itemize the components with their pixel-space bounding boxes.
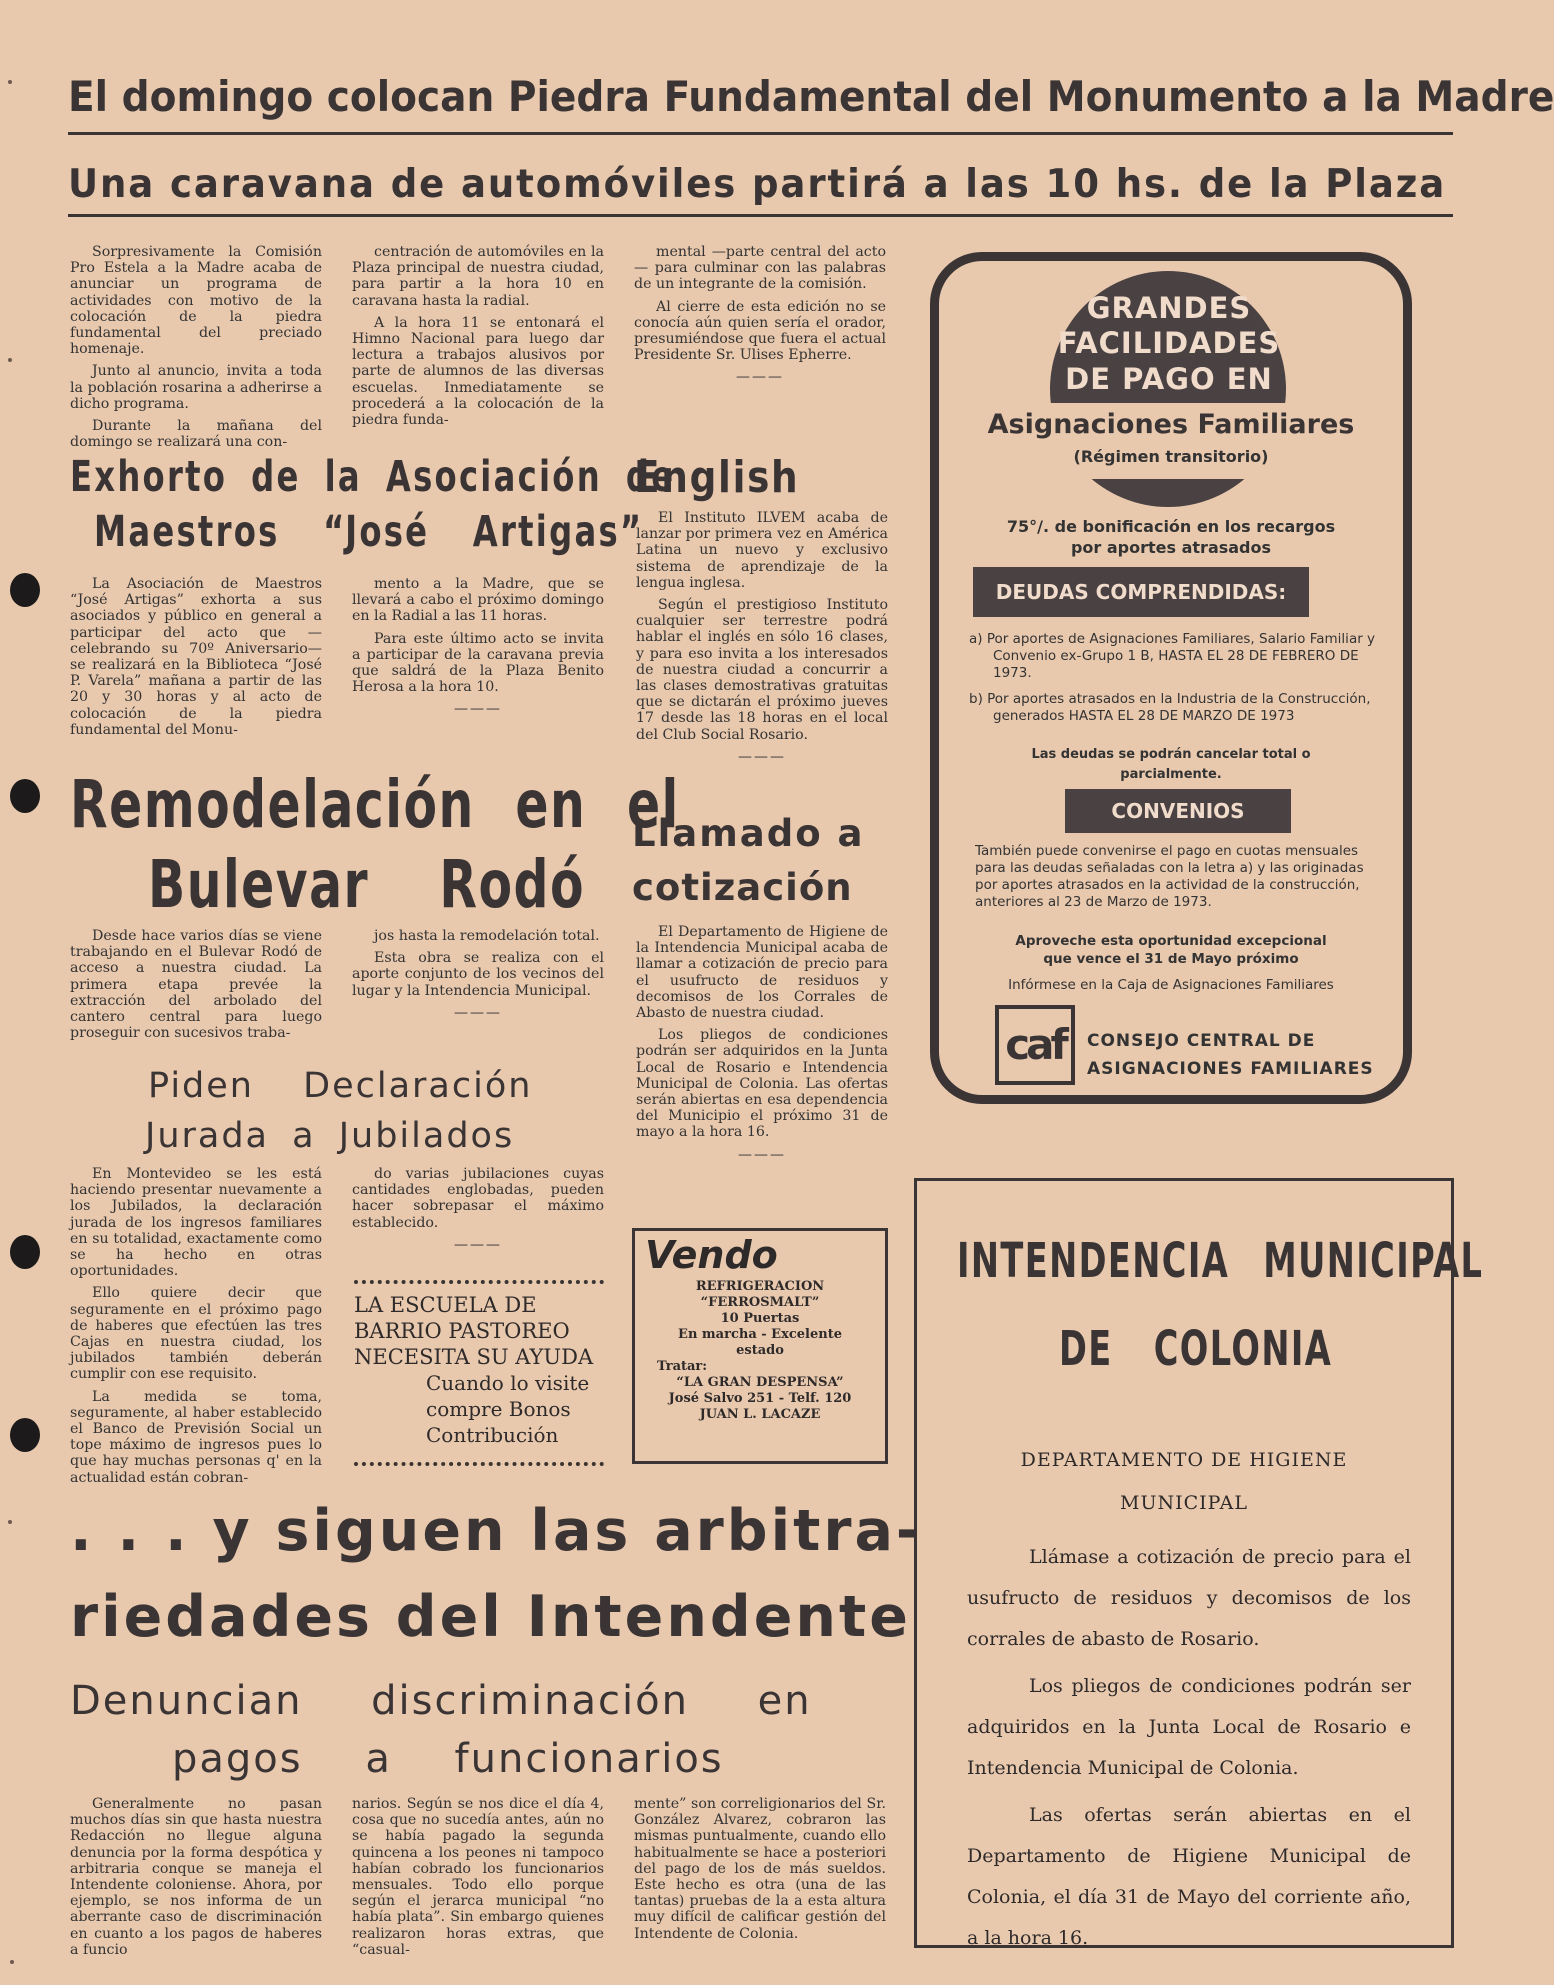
ad-title: Asignaciones Familiares — [987, 409, 1355, 440]
caf-logo — [995, 1005, 1075, 1085]
exhorto-title: Maestros “José Artigas” — [94, 507, 644, 557]
escuela-line: compre Bonos — [426, 1397, 571, 1421]
estela-column-1: Sorpresivamente la Comisión Pro Estela a la Madre acaba de anunciar un programa de actividades con motivo de la colocación de la piedra fundamental del preciado homenaje. Junto al anuncio, invita a toda la población rosarina a adherirse a dicho programa. Durante la mañana del domingo se realizará una con- — [70, 244, 322, 451]
exhorto-column-2: mento a la Madre, que se llevará a cabo el próximo domingo en la Radial a las 11 horas. Para este último acto se invita a participar de la caravana previa que saldrá de la Plaza Benito Herosa a la hora 10. ——— — [352, 576, 604, 718]
caf-logo-text: caf — [1005, 1020, 1065, 1069]
paper-speck — [8, 1520, 12, 1524]
asignaciones-ad — [930, 252, 1412, 1104]
ad-convenios-text: También puede convenirse el pago en cuotas mensuales para las deudas señaladas con la letra a) y las originadas por aportes atrasados en la actividad de la construcción, anteriores al 23 de Marzo de 1973. — [975, 843, 1364, 910]
vendo-ad — [632, 1228, 888, 1464]
vendo-line: Tratar: — [657, 1359, 708, 1374]
paper-speck — [10, 1960, 14, 1964]
headline-rule — [68, 132, 1453, 135]
english-column: El Instituto ILVEM acaba de lanzar por primera vez en América Latina un nuevo y exclusivo sistema de aprendizaje de la lengua inglesa. Según el prestigioso Instituto cualquier ser terrestre podrá hablar el inglés en sólo 16 clases, y para eso invita a los interesados de nuestra ciudad a concurrir a las clases demostrativas gratuitas que se dictarán el próximo jueves 17 desde las 18 horas en el local del Club Social Rosario. ——— — [636, 510, 888, 765]
ad-bonificacion: 75°/. de bonificación en los recargos — [1006, 517, 1336, 536]
ad-deuda-a: a) Por aportes de Asignaciones Familiares, Salario Familiar y Convenio ex-Grupo 1 B, HASTA EL 28 DE FEBRERO DE 1973. — [969, 631, 1376, 681]
ad-deudas-banner: DEUDAS COMPRENDIDAS: — [973, 567, 1309, 617]
ad-emblem-line: DE PAGO EN — [1065, 362, 1273, 396]
paper-speck — [8, 80, 12, 84]
escuela-line: Contribución — [426, 1423, 559, 1447]
ad-deuda-b: b) Por aportes atrasados en la Industria de la Construcción, generados HASTA EL 28 DE MARZO DE 1973 — [969, 691, 1371, 724]
vendo-title: Vendo — [645, 1233, 778, 1277]
binder-hole — [10, 573, 40, 607]
sub-headline: Una caravana de automóviles partirá a las 10 hs. de la Plaza — [68, 162, 1447, 207]
exhorto-title: Exhorto de la Asociación de — [70, 452, 676, 502]
estela-column-3: mental —parte central del acto— para culminar con las palabras de un integrante de la comisión. Al cierre de esta edición no se conocía aún quien sería el orador, presumiéndose que fuera el actual Presidente Sr. Ulises Epherre. ——— — [634, 244, 886, 386]
binder-hole — [10, 1418, 40, 1452]
arbitrariedades-subtitle: pagos a funcionarios — [172, 1736, 724, 1782]
english-title: English — [634, 452, 800, 503]
ad-consejo: CONSEJO CENTRAL DE — [1087, 1031, 1316, 1051]
ad-regimen: (Régimen transitorio) — [1073, 447, 1269, 466]
piden-title: Piden Declaración — [148, 1066, 533, 1106]
escuela-line: NECESITA SU AYUDA — [354, 1345, 594, 1369]
arbitrariedades-column-1: Generalmente no pasan muchos días sin que hasta nuestra Redacción no llegue alguna denuncia por la forma despótica y arbitraria conque se maneja el Intendente coloniense. Ahora, por ejemplo, se nos informa de un aberrante caso de discriminación en cuanto a los pagos de haberes a funcio — [70, 1796, 322, 1958]
piden-column-2: do varias jubilaciones cuyas cantidades englobadas, pueden hacer sobrepasar el máximo establecido. ——— — [352, 1166, 604, 1253]
escuela-dotted-rule — [354, 1462, 604, 1466]
arbitrariedades-title: . . . y siguen las arbitra- — [70, 1498, 923, 1564]
ad-aproveche: Aproveche esta oportunidad excepcional — [1015, 933, 1327, 949]
vendo-line: JUAN L. LACAZE — [699, 1407, 821, 1422]
intendencia-department: MUNICIPAL — [1119, 1492, 1249, 1514]
piden-title: Jurada a Jubilados — [145, 1116, 515, 1156]
remodelacion-column-2: jos hasta la remodelación total. Esta obra se realiza con el aporte conjunto de los vecinos del lugar y la Intendencia Municipal. ——— — [352, 928, 604, 1021]
ad-cancelar: Las deudas se podrán cancelar total o — [1031, 747, 1311, 762]
estela-column-2: centración de automóviles en la Plaza principal de nuestra ciudad, para partir a la hora 10 en caravana hasta la radial. A la hora 11 se entonará el Himno Nacional para luego dar lectura a trabajos alusivos por parte de alumnos de las diversas escuelas. Inmediatamente se procederá a la colocación de la piedra funda- — [352, 244, 604, 429]
llamado-column: El Departamento de Higiene de la Intendencia Municipal acaba de llamar a cotización de precio para el usufructo de residuos y decomisos de los Corrales de Abasto de nuestra ciudad. Los pliegos de condiciones podrán ser adquiridos en la Junta Local de Rosario e Intendencia Municipal de Colonia. Las ofertas serán abiertas en esa dependencia del Municipio el próximo 31 de mayo a la hora 16. ——— — [636, 924, 888, 1163]
ad-cancelar: parcialmente. — [1120, 767, 1222, 782]
arbitrariedades-column-2: narios. Según se nos dice el día 4, cosa que no sucedía antes, aún no se había pagado la segunda quincena a los peones ni tampoco habían cobrado los funcionarios mensuales. Todo ello porque según el jerarca municipal “no había plata”. Sin embargo quienes realizaron horas extras, que “casual- — [352, 1796, 604, 1958]
paper-speck — [8, 358, 12, 362]
main-headline: El domingo colocan Piedra Fundamental del Monumento a la Madre — [68, 72, 1554, 121]
escuela-line: Cuando lo visite — [426, 1371, 590, 1395]
intendencia-title: INTENDENCIA MUNICIPAL — [957, 1233, 1484, 1289]
arbitrariedades-title: riedades del Intendente — [70, 1584, 911, 1650]
vendo-line: En marcha - Excelente — [678, 1327, 842, 1342]
exhorto-column-1: La Asociación de Maestros “José Artigas” exhorta a sus asociados y público en general a participar del acto que —celebrando su 70º Aniversario— se realizará en la Biblioteca “José P. Varela” mañana a partir de las 20 y 30 horas y al acto de colocación de la piedra fundamental del Monu- — [70, 576, 322, 738]
vendo-line: REFRIGERACION — [695, 1279, 825, 1294]
vendo-line: José Salvo 251 - Telf. 120 — [668, 1391, 852, 1406]
intendencia-body: Llámase a cotización de precio para el usufructo de residuos y decomisos de los corrales de abasto de Rosario. Los pliegos de condiciones podrán ser adquiridos en la Junta Local de Rosario e Intendencia Municipal de Colonia. Las ofertas serán abiertas en el Departamento de Higiene Municipal de Colonia, el día 31 de Mayo del corriente año, a la hora 16. — [967, 1546, 1411, 1949]
ad-consejo: ASIGNACIONES FAMILIARES — [1087, 1059, 1374, 1079]
vendo-line: “LA GRAN DESPENSA” — [676, 1375, 844, 1390]
arbitrariedades-subtitle: Denuncian discriminación en — [70, 1678, 812, 1724]
intendencia-title: DE COLONIA — [1059, 1321, 1333, 1377]
vendo-line: “FERROSMALT” — [700, 1295, 820, 1310]
ad-convenios-banner: CONVENIOS — [1065, 789, 1291, 833]
escuela-line: LA ESCUELA DE — [354, 1293, 537, 1317]
vendo-line: 10 Puertas — [720, 1311, 800, 1326]
escuela-dotted-rule — [354, 1280, 604, 1284]
llamado-title: Llamado a — [632, 812, 865, 855]
escuela-line: BARRIO PASTOREO — [354, 1319, 570, 1343]
escuela-notice — [354, 1292, 614, 1448]
intendencia-department: DEPARTAMENTO DE HIGIENE — [1020, 1449, 1348, 1471]
binder-hole — [10, 779, 40, 813]
llamado-title: cotización — [632, 866, 853, 909]
ad-informese: Infórmese en la Caja de Asignaciones Familiares — [1008, 977, 1334, 993]
headline-rule — [68, 214, 1453, 217]
ad-emblem-line: FACILIDADES — [1057, 326, 1281, 360]
ad-aproveche: que vence el 31 de Mayo próximo — [1043, 951, 1299, 967]
remodelacion-column-1: Desde hace varios días se viene trabajando en el Bulevar Rodó de acceso a nuestra ciudad. La primera etapa prevée la extracción del arbolado del cantero central para luego proseguir con sucesivos traba- — [70, 928, 322, 1042]
binder-hole — [10, 1235, 40, 1269]
piden-column-1: En Montevideo se les está haciendo presentar nuevamente a los Jubilados, la declaración jurada de los ingresos familiares en su totalidad, exactamente como se ha hecho en otras oportunidades. Ello quiere decir que seguramente en el próximo pago de haberes que efectúen las tres Cajas en nuestra ciudad, los jubilados también deberán cumplir con ese requisito. La medida se toma, seguramente, al haber establecido el Banco de Previsión Social un tope máximo de ingresos pues lo que hay muchas personas q' en la actualidad están cobran- — [70, 1166, 322, 1486]
vendo-line: estado — [736, 1343, 784, 1358]
intendencia-notice — [914, 1178, 1484, 1949]
ad-bonificacion: por aportes atrasados — [1070, 538, 1272, 557]
arbitrariedades-column-3: mente” son correligionarios del Sr. González Alvarez, cobraron las mismas puntualmente, cuando ello habitualmente se hace a posteriori del pago de los de más sueldos. Este hecho es otra (una de las tantas) pruebas de la a esta altura muy difícil de calificar gestión del Intendente de Colonia. — [634, 1796, 886, 1942]
remodelacion-title: Bulevar Rodó — [148, 846, 585, 923]
ad-emblem-line: GRANDES — [1086, 291, 1252, 325]
remodelacion-title: Remodelación en el — [70, 766, 680, 843]
